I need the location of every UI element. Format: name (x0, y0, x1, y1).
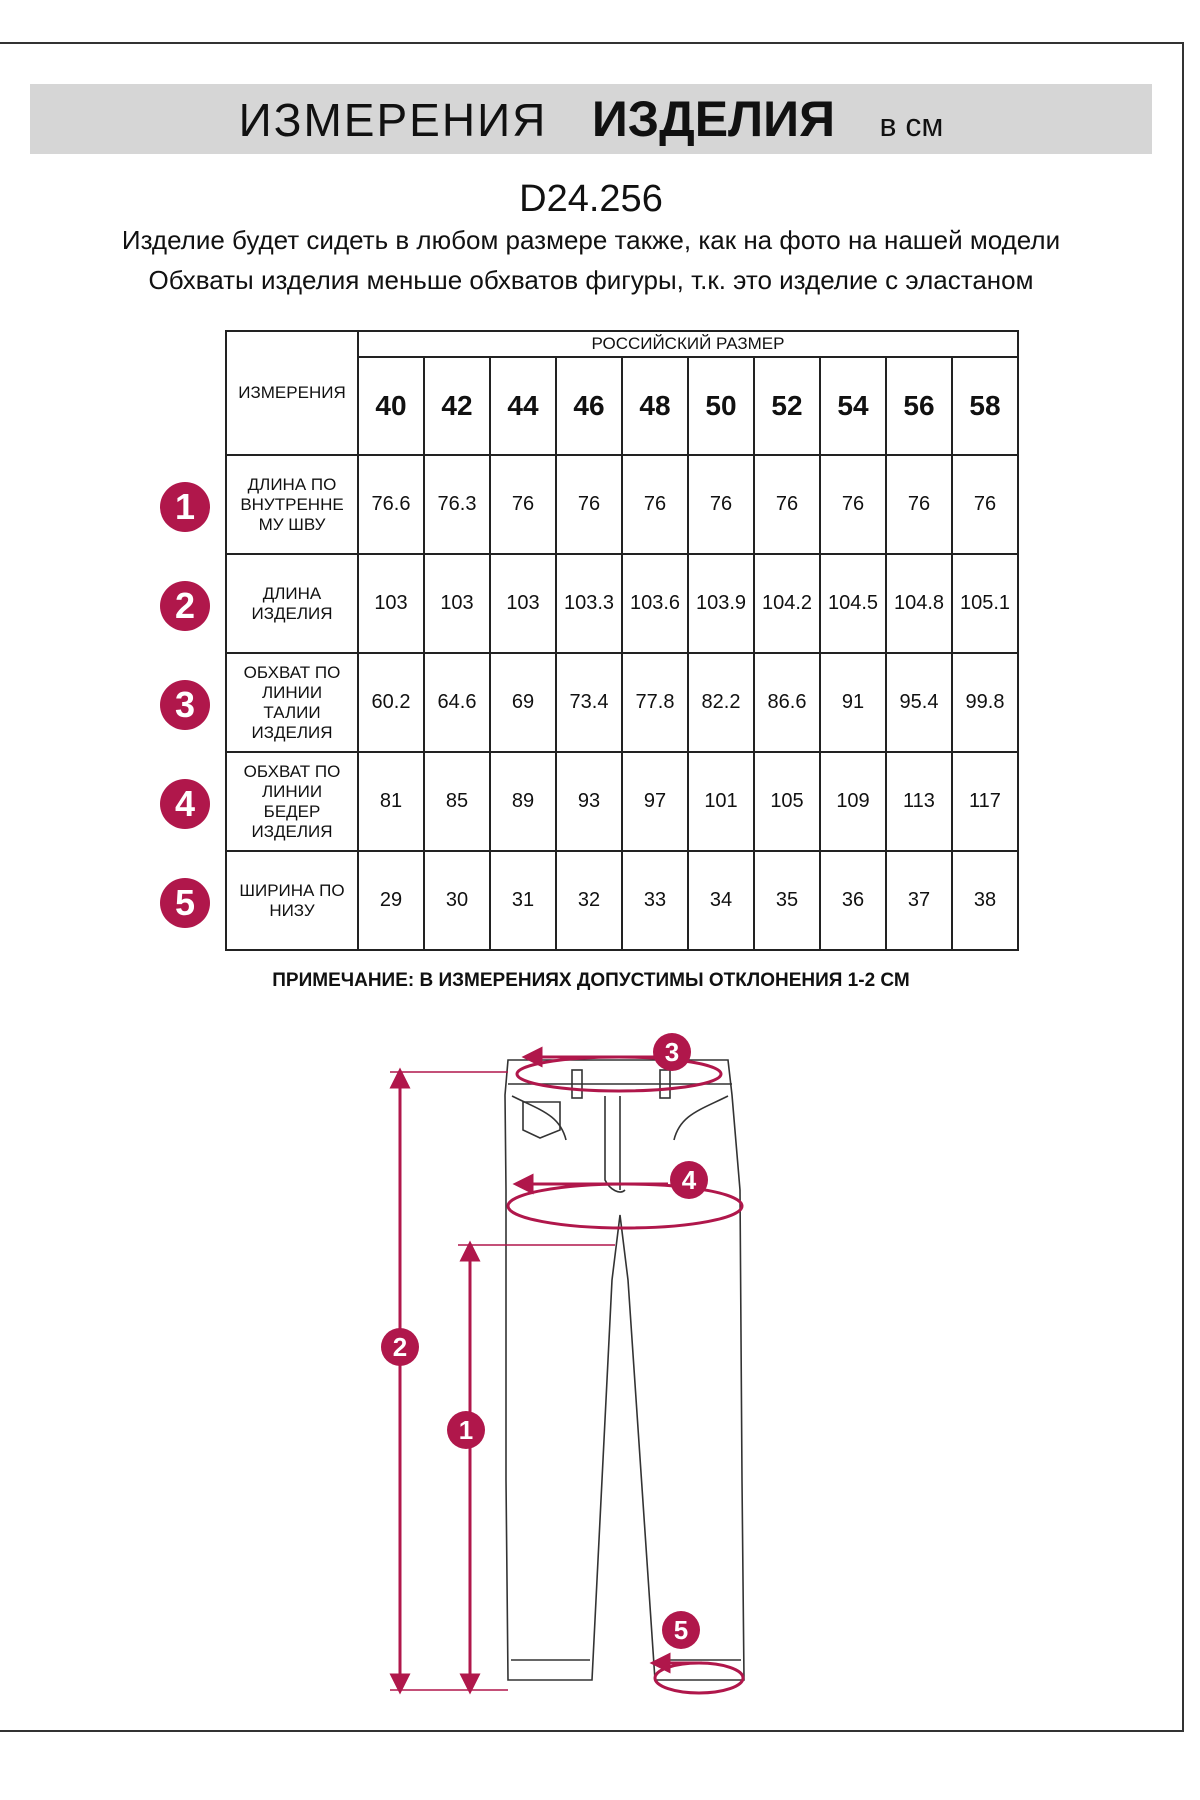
row-label (226, 554, 358, 653)
table-cell: 103.6 (622, 554, 688, 653)
waist-measure (517, 1057, 721, 1091)
table-cell: 38 (952, 851, 1018, 950)
table-cell: 103.9 (688, 554, 754, 653)
table-cell: 103 (424, 554, 490, 653)
table-cell: 73.4 (556, 653, 622, 752)
table-cell: 31 (490, 851, 556, 950)
table-cell: 105.1 (952, 554, 1018, 653)
table-row (226, 851, 1018, 950)
table-cell: 76.3 (424, 455, 490, 554)
measurements-header: ИЗМЕРЕНИЯ (226, 331, 358, 455)
table-cell: 103 (490, 554, 556, 653)
pants-diagram (0, 1000, 1182, 1720)
table-cell: 117 (952, 752, 1018, 851)
size-header-40: 40 (358, 357, 424, 455)
marker-4-icon (670, 1161, 708, 1199)
inseam-measure (458, 1245, 615, 1684)
row-label-line: ДЛИНА (262, 583, 322, 603)
table-cell: 60.2 (358, 653, 424, 752)
row-number-badge: 1 (160, 482, 210, 532)
svg-text:1: 1 (458, 1415, 474, 1445)
table-cell: 76 (754, 455, 820, 554)
table-row (226, 653, 1018, 752)
table-cell: 76 (622, 455, 688, 554)
table-cell: 103 (358, 554, 424, 653)
row-number-badge: 4 (160, 779, 210, 829)
svg-text:2: 2 (392, 1332, 408, 1362)
table-cell: 64.6 (424, 653, 490, 752)
size-header-42: 42 (424, 357, 490, 455)
table-cell: 76 (556, 455, 622, 554)
row-label-line: НИЗУ (269, 900, 315, 920)
row-number-badge: 5 (160, 878, 210, 928)
table-cell: 81 (358, 752, 424, 851)
title-bold: ИЗДЕЛИЯ (591, 91, 836, 147)
marker-5-icon (662, 1611, 700, 1649)
fit-note: Изделие будет сидеть в любом размере также, как на фото на нашей модели (121, 225, 1061, 255)
row-label-line: ЛИНИИ (261, 682, 323, 702)
article-number: D24.256 (519, 178, 663, 220)
pants-outline (505, 1060, 744, 1680)
size-table (225, 330, 1019, 951)
table-cell: 32 (556, 851, 622, 950)
marker-1-icon (447, 1411, 485, 1449)
row-label-line: ДЛИНА ПО (247, 474, 337, 494)
row-label-line: ИЗДЕЛИЯ (251, 821, 333, 841)
table-cell: 105 (754, 752, 820, 851)
table-cell: 30 (424, 851, 490, 950)
row-number-badge: 2 (160, 581, 210, 631)
size-header-56: 56 (886, 357, 952, 455)
svg-text:5: 5 (673, 1615, 689, 1645)
table-cell: 93 (556, 752, 622, 851)
table-cell: 99.8 (952, 653, 1018, 752)
table-cell: 69 (490, 653, 556, 752)
row-label-line: ТАЛИИ (263, 702, 321, 722)
size-header-50: 50 (688, 357, 754, 455)
hem-measure (655, 1663, 743, 1693)
table-cell: 85 (424, 752, 490, 851)
row-label-line: ВНУТРЕННЕ (240, 494, 344, 514)
row-label (226, 653, 358, 752)
title-unit: в см (879, 107, 944, 143)
table-cell: 104.5 (820, 554, 886, 653)
table-cell: 101 (688, 752, 754, 851)
table-cell: 82.2 (688, 653, 754, 752)
table-cell: 113 (886, 752, 952, 851)
table-cell: 33 (622, 851, 688, 950)
marker-3-icon (653, 1033, 691, 1071)
table-cell: 35 (754, 851, 820, 950)
row-number-badge: 3 (160, 680, 210, 730)
row-label-line: ИЗДЕЛИЯ (251, 603, 333, 623)
svg-text:4: 4 (681, 1165, 697, 1195)
table-cell: 89 (490, 752, 556, 851)
row-label-line: ЛИНИИ (261, 781, 323, 801)
row-label-line: ОБХВАТ ПО (243, 761, 341, 781)
marker-2-icon (381, 1328, 419, 1366)
row-label-line: ШИРИНА ПО (239, 880, 345, 900)
row-label (226, 752, 358, 851)
table-cell: 37 (886, 851, 952, 950)
table-cell: 76 (490, 455, 556, 554)
table-row (226, 752, 1018, 851)
size-header-46: 46 (556, 357, 622, 455)
size-header-58: 58 (952, 357, 1018, 455)
row-label-line: ИЗДЕЛИЯ (251, 722, 333, 742)
table-cell: 103.3 (556, 554, 622, 653)
table-cell: 76 (886, 455, 952, 554)
size-header-48: 48 (622, 357, 688, 455)
elastane-note: Обхваты изделия меньше обхватов фигуры, т.к. это изделие с эластаном (148, 265, 1034, 295)
size-header-54: 54 (820, 357, 886, 455)
row-label-line: ОБХВАТ ПО (243, 662, 341, 682)
tolerance-note: ПРИМЕЧАНИЕ: В ИЗМЕРЕНИЯХ ДОПУСТИМЫ ОТКЛОНЕНИЯ 1-2 СМ (272, 970, 910, 991)
table-cell: 34 (688, 851, 754, 950)
title-light: ИЗМЕРЕНИЯ (238, 94, 548, 146)
table-cell: 86.6 (754, 653, 820, 752)
size-header-44: 44 (490, 357, 556, 455)
table-cell: 76 (688, 455, 754, 554)
table-cell: 91 (820, 653, 886, 752)
table-cell: 95.4 (886, 653, 952, 752)
row-label-line: МУ ШВУ (258, 514, 326, 534)
table-row (226, 554, 1018, 653)
table-cell: 76 (952, 455, 1018, 554)
table-cell: 109 (820, 752, 886, 851)
title-bar (30, 84, 1152, 154)
row-label-line: БЕДЕР (263, 801, 321, 821)
table-cell: 36 (820, 851, 886, 950)
table-row (226, 455, 1018, 554)
table-cell: 104.2 (754, 554, 820, 653)
row-label (226, 455, 358, 554)
table-cell: 104.8 (886, 554, 952, 653)
table-cell: 29 (358, 851, 424, 950)
table-cell: 76.6 (358, 455, 424, 554)
table-cell: 97 (622, 752, 688, 851)
table-cell: 76 (820, 455, 886, 554)
russian-size-header: РОССИЙСКИЙ РАЗМЕР (358, 331, 1018, 357)
size-header-52: 52 (754, 357, 820, 455)
svg-text:3: 3 (664, 1037, 680, 1067)
table-cell: 77.8 (622, 653, 688, 752)
total-length-measure (390, 1072, 508, 1690)
row-label (226, 851, 358, 950)
